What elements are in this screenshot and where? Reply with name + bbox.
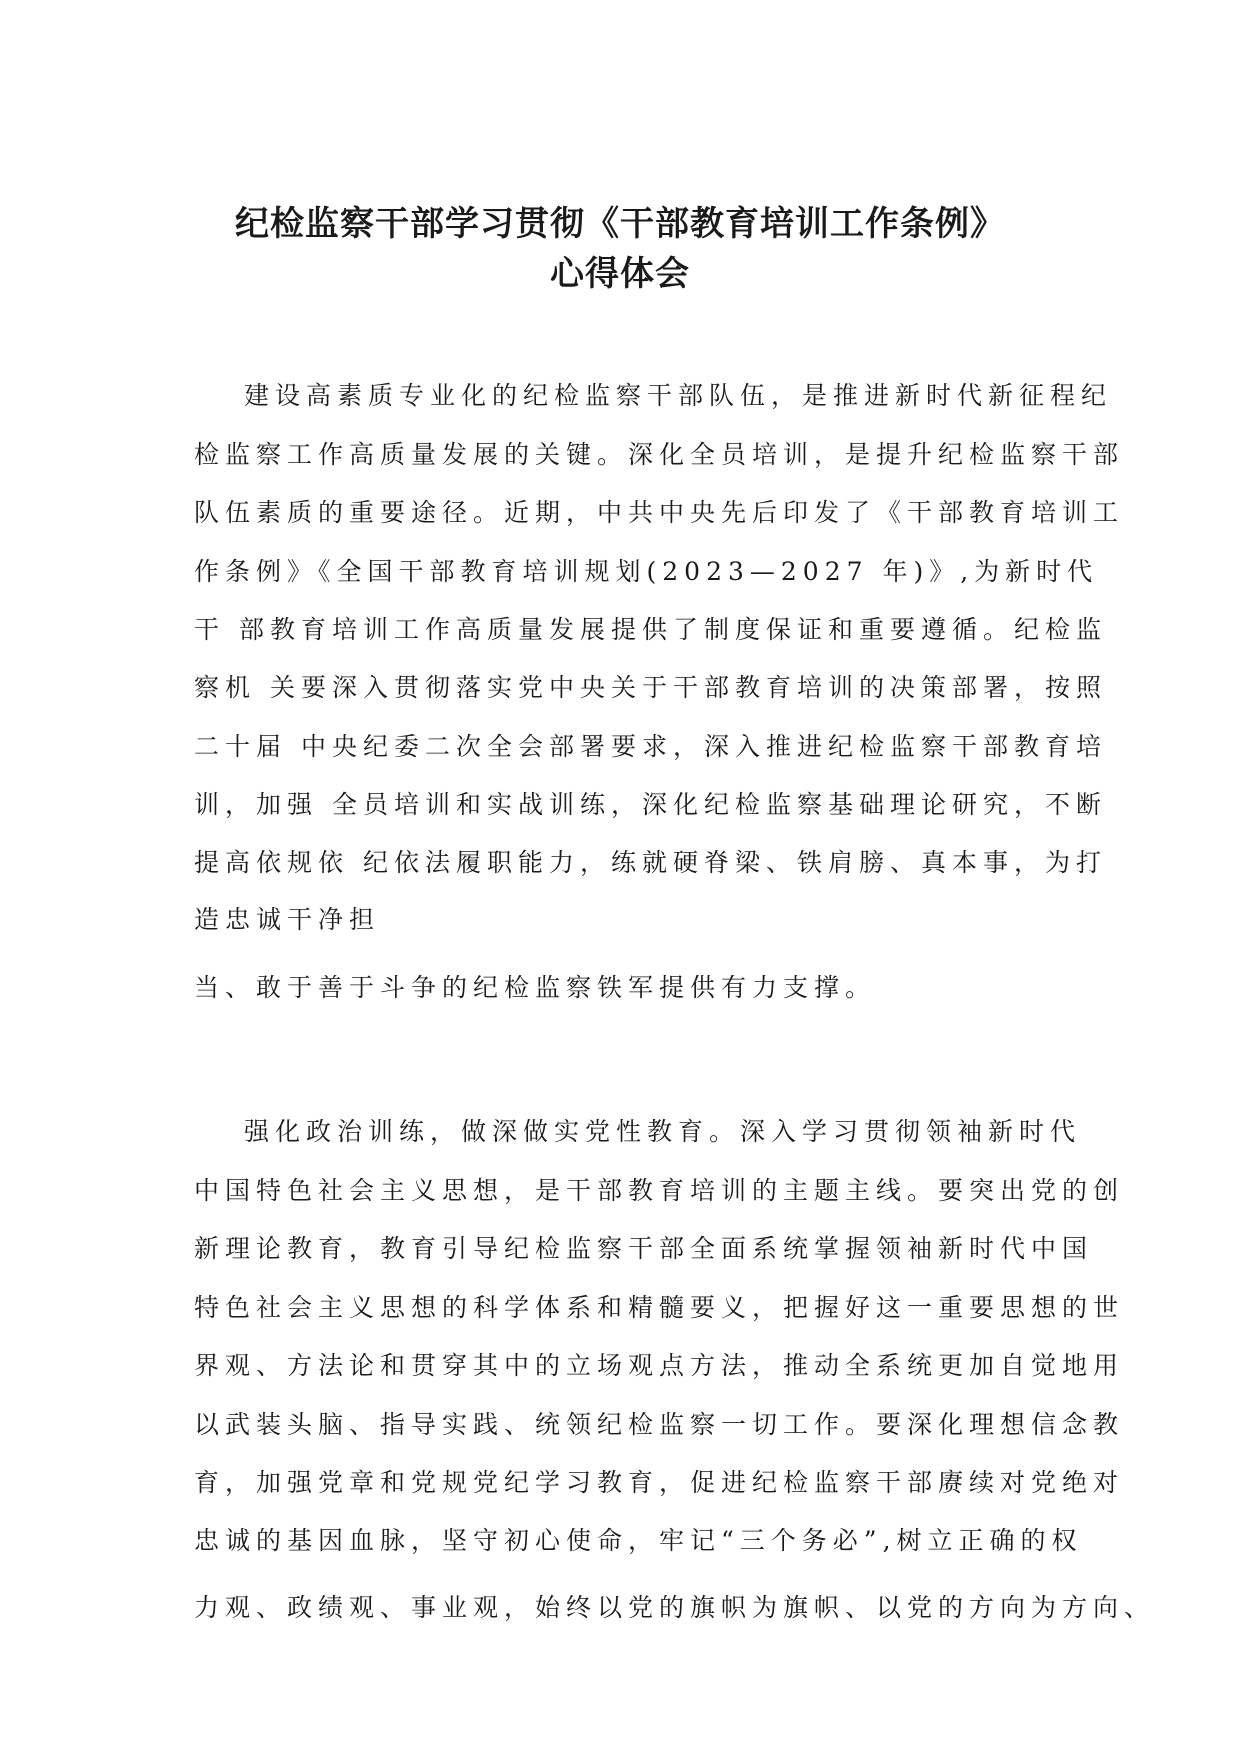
paragraph-1-line-10: 造忠诚干净担 <box>194 905 381 934</box>
paragraph-3-line-5: 界观、方法论和贯穿其中的立场观点方法，推动全系统更加自觉地用 <box>194 1351 1125 1380</box>
paragraph-1-line-7: 二十届 中央纪委二次全会部署要求，深入推进纪检监察干部教育培 <box>194 732 1107 761</box>
paragraph-1-line-1: 建设高素质专业化的纪检监察干部队伍，是推进新时代新征程纪 <box>244 381 1113 410</box>
paragraph-1-line-3: 队伍素质的重要途径。近期，中共中央先后印发了《干部教育培训工 <box>194 498 1125 527</box>
paragraph-1-line-4: 作条例》《全国干部教育培训规划(2023—2027 年)》,为新时代 <box>194 557 1099 586</box>
paragraph-3-line-6: 以武装头脑、指导实践、统领纪检监察一切工作。要深化理想信念教 <box>194 1410 1125 1439</box>
paragraph-1-line-8: 训，加强 全员培训和实战训练，深化纪检监察基础理论研究，不断 <box>194 790 1107 819</box>
paragraph-3-line-7: 育，加强党章和党规党纪学习教育，促进纪检监察干部赓续对党绝对 <box>194 1468 1125 1497</box>
paragraph-3-line-1: 强化政治训练，做深做实党性教育。深入学习贯彻领袖新时代 <box>244 1117 1082 1146</box>
paragraph-1-line-6: 察机 关要深入贯彻落实党中央关于干部教育培训的决策部署，按照 <box>194 673 1107 702</box>
paragraph-3-line-3: 新理论教育，教育引导纪检监察干部全面系统掌握领袖新时代中国 <box>194 1234 1094 1263</box>
paragraph-3-line-8: 忠诚的基因血脉，坚守初心使命，牢记“三个务必”,树立正确的权 <box>194 1526 1083 1555</box>
document-title-line-2: 心得体会 <box>550 254 690 294</box>
paragraph-2-line-1: 当、敢于善于斗争的纪检监察铁军提供有力支撑。 <box>194 973 877 1002</box>
paragraph-3-line-9: 力观、政绩观、事业观，始终以党的旗帜为旗帜、以党的方向为方向、 <box>194 1593 1156 1622</box>
paragraph-3-line-4: 特色社会主义思想的科学体系和精髓要义，把握好这一重要思想的世 <box>194 1293 1125 1322</box>
paragraph-1-line-5: 干 部教育培训工作高质量发展提供了制度保证和重要遵循。纪检监 <box>194 615 1107 644</box>
paragraph-3-line-2: 中国特色社会主义思想，是干部教育培训的主题主线。要突出党的创 <box>194 1176 1125 1205</box>
paragraph-1-line-2: 检监察工作高质量发展的关键。深化全员培训，是提升纪检监察干部 <box>194 440 1125 469</box>
paragraph-1-line-9: 提高依规依 纪依法履职能力，练就硬脊梁、铁肩膀、真本事，为打 <box>194 848 1107 877</box>
document-title-line-1: 纪检监察干部学习贯彻《干部教育培训工作条例》 <box>235 204 1005 244</box>
